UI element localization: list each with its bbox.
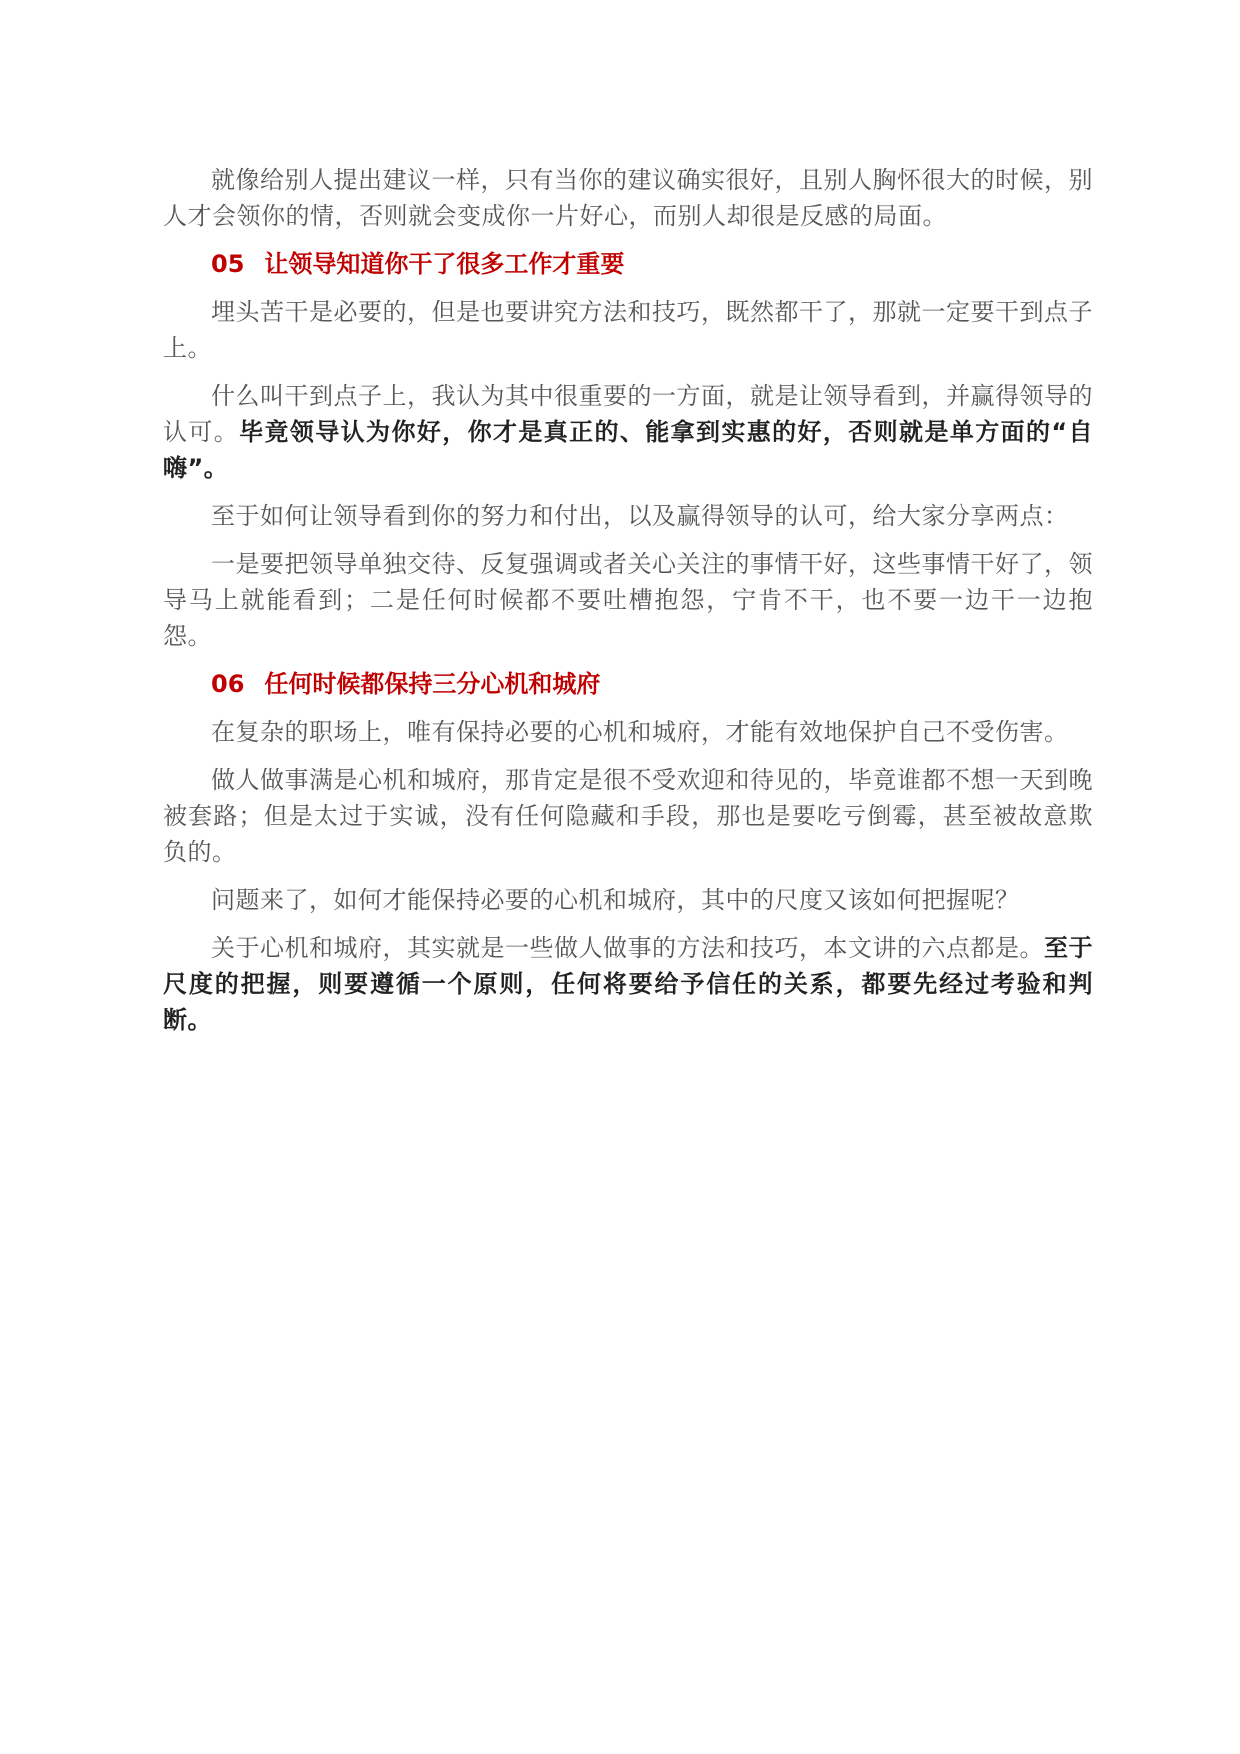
paragraph-text: 一是要把领导单独交待、反复强调或者关心关注的事情干好，这些事情干好了，领导马上就能看到；二是任何时候都不要吐槽抱怨，宁肯不干，也不要一边干一边抱怨。 [163,550,1093,650]
paragraph-text: 至于如何让领导看到你的努力和付出，以及赢得领导的认可，给大家分享两点： [211,502,1069,530]
paragraph [163,882,1093,918]
paragraph [163,714,1093,750]
paragraph [163,294,1093,366]
paragraph-text: 在复杂的职场上，唯有保持必要的心机和城府，才能有效地保护自己不受伤害。 [211,718,1069,746]
paragraph-text: 什么叫干到点子上，我认为其中很重要的一方面，就是让领导看到，并赢得领导的认可。 [163,382,1093,446]
paragraph-text: 埋头苦干是必要的，但是也要讲究方法和技巧，既然都干了，那就一定要干到点子上。 [163,298,1093,362]
section-heading-05 [163,246,1093,282]
section-title: 让领导知道你干了很多工作才重要 [264,250,625,278]
paragraph-bold-text: 至于尺度的把握，则要遵循一个原则，任何将要给予信任的关系，都要先经过考验和判断。 [163,934,1093,1034]
paragraph [163,546,1093,654]
paragraph [163,762,1093,870]
section-title: 任何时候都保持三分心机和城府 [264,670,601,698]
paragraph-text: 问题来了，如何才能保持必要的心机和城府，其中的尺度又该如何把握呢？ [211,886,1020,914]
paragraph [163,930,1093,1038]
paragraph [163,378,1093,486]
section-heading-06 [163,666,1093,702]
section-number: 06 [211,670,245,698]
paragraph-text: 关于心机和城府，其实就是一些做人做事的方法和技巧，本文讲的六点都是。 [211,934,1044,962]
section-number: 05 [211,250,245,278]
paragraph-text: 做人做事满是心机和城府，那肯定是很不受欢迎和待见的，毕竟谁都不想一天到晚被套路；但是太过于实诚，没有任何隐藏和手段，那也是要吃亏倒霉，甚至被故意欺负的。 [163,766,1093,866]
paragraph-text: 就像给别人提出建议一样，只有当你的建议确实很好，且别人胸怀很大的时候，别人才会领你的情，否则就会变成你一片好心，而别人却很是反感的局面。 [163,166,1093,230]
paragraph [163,162,1093,234]
paragraph-bold-text: 毕竟领导认为你好，你才是真正的、能拿到实惠的好，否则就是单方面的“自嗨”。 [163,418,1094,482]
document-body [163,162,1093,1050]
paragraph [163,498,1093,534]
